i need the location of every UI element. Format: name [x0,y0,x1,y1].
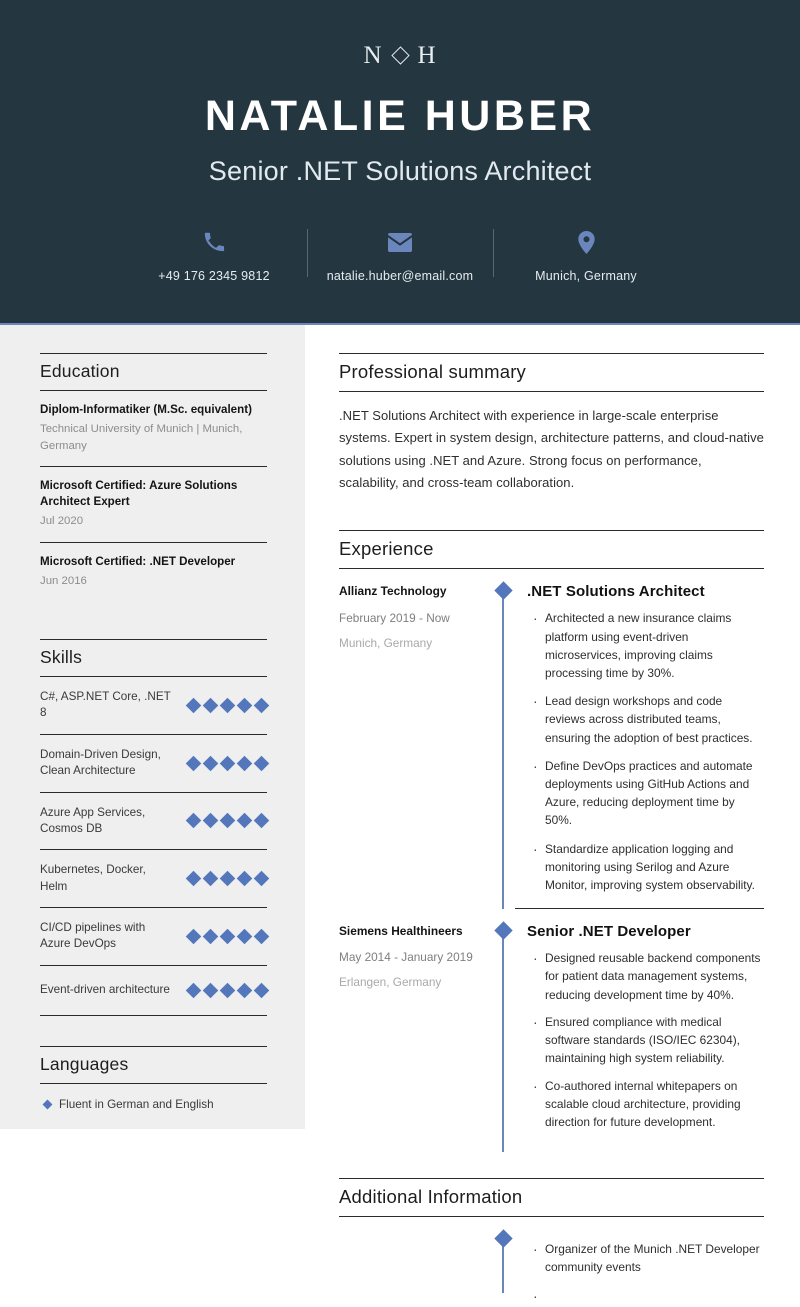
rating-diamond-icon [220,929,236,945]
spacer-summary-experience [339,494,764,530]
skill-name: Event-driven architecture [40,983,170,997]
rating-diamond-icon [203,983,219,999]
experience-bullets [527,609,764,894]
education-list [40,391,267,601]
section-heading-languages [40,1046,267,1084]
timeline-diamond-icon [494,922,512,940]
education-item [40,391,267,467]
experience-dates: February 2019 - Now [339,610,450,625]
timeline-rail [491,923,515,1152]
experience-bullet: · Architected a new insurance claims platform using event-driven microservices, improving claims processing time by 30%. [545,609,764,682]
spacer-experience-additional [339,1152,764,1178]
language-label: Fluent in German and English [59,1097,214,1111]
skill-row [40,735,267,793]
education-degree: Microsoft Certified: .NET Developer [40,554,236,568]
section-heading-additional [339,1178,764,1217]
timeline-rail [491,583,515,909]
skill-name: CI/CD pipelines with Azure DevOps [40,921,146,951]
additional-meta-spacer [339,1231,491,1293]
experience-company: Allianz Technology [339,584,447,599]
timeline-diamond-icon [494,582,512,600]
main-column [305,325,800,1275]
contact-email-value: natalie.huber@email.com [326,269,474,284]
experience-meta [339,583,491,909]
rating-diamond-icon [254,813,270,829]
experience-role: Senior .NET Developer [527,923,691,941]
sidebar-column [0,325,305,1129]
rating-diamond-icon [220,983,236,999]
bullet-diamond-icon [43,1099,53,1109]
additional-details [515,1231,764,1293]
skill-rating [188,931,267,942]
timeline-diamond-icon [494,1229,512,1247]
education-heading-label: Education [40,361,120,381]
skill-name: Domain-Driven Design, Clean Architecture [40,747,161,778]
candidate-job-title: Senior .NET Solutions Architect [208,156,592,187]
skill-rating [188,700,267,711]
additional-heading-label: Additional Information [339,1186,523,1208]
skill-row [40,677,267,735]
rating-diamond-icon [203,755,219,771]
spacer-skills-languages [40,1016,267,1046]
experience-company: Siemens Healthineers [339,924,463,939]
experience-item [339,909,764,1152]
languages-heading-label: Languages [40,1053,129,1074]
experience-bullet: · Lead design workshops and code reviews across distributed teams, ensuring the adoption of best practices. [545,692,764,747]
skill-row [40,793,267,851]
experience-bullet: · Define DevOps practices and automate deployments using GitHub Actions and Azure, reducing deployment time by 50%. [545,757,764,830]
education-item [40,543,267,602]
experience-location: Erlangen, Germany [339,975,442,990]
resume-header [0,0,800,325]
contact-phone-value: +49 176 2345 9812 [158,269,270,284]
education-meta: Technical University of Munich | Munich, Germany [40,422,243,452]
experience-bullet: · Co-authored internal whitepapers on scalable cloud architecture, providing direction for future development. [545,1077,764,1132]
spacer-education-skills [40,601,267,639]
monogram-initial-right: H [417,41,437,69]
rating-diamond-icon [254,698,270,714]
rating-diamond-icon [254,929,270,945]
rating-diamond-icon [220,755,236,771]
additional-bullets [527,1240,764,1276]
education-meta: Jul 2020 [40,515,84,528]
rating-diamond-icon [237,698,253,714]
additional-bullet: · Organizer of the Munich .NET Developer community events [545,1240,764,1276]
experience-bullet: · Designed reusable backend components for patient data management systems, reducing development time by 40%. [545,949,764,1004]
experience-role: .NET Solutions Architect [527,583,705,601]
section-heading-skills [40,639,267,677]
section-heading-summary [339,353,764,392]
contact-location[interactable] [494,227,679,283]
candidate-name: NATALIE HUBER [204,92,596,140]
skill-row [40,850,267,908]
education-degree: Microsoft Certified: Azure Solutions Architect Expert [40,479,238,509]
skill-rating [188,815,267,826]
skill-rating [188,873,267,884]
experience-details [515,583,764,909]
rating-diamond-icon [203,813,219,829]
experience-item [339,569,764,909]
rating-diamond-icon [237,871,253,887]
experience-details [515,923,764,1152]
rating-diamond-icon [186,755,202,771]
experience-location: Munich, Germany [339,635,433,650]
skills-list [40,677,267,1016]
skill-row [40,908,267,966]
rating-diamond-icon [254,755,270,771]
monogram-logo [0,38,800,72]
envelope-icon [387,227,413,257]
timeline-line [502,932,504,1152]
rating-diamond-icon [254,983,270,999]
skill-name: Kubernetes, Docker, Helm [40,863,146,893]
skill-name: Azure App Services, Cosmos DB [40,805,146,835]
rating-diamond-icon [203,698,219,714]
additional-item [339,1217,764,1293]
rating-diamond-icon [203,929,219,945]
experience-meta [339,923,491,1152]
rating-diamond-icon [186,929,202,945]
rating-diamond-icon [237,813,253,829]
skill-row [40,966,267,1016]
rating-diamond-icon [237,929,253,945]
language-row [40,1084,267,1111]
rating-diamond-icon [203,871,219,887]
education-item [40,467,267,543]
summary-text: .NET Solutions Architect with experience in large-scale enterprise systems. Expert in system design, architecture patterns, and cloud-native solutions using .NET and Azure. Strong focus on performance, scalability, and cross-team collaboration. [339,408,764,491]
contact-row [0,227,800,283]
education-degree: Diplom-Informatiker (M.Sc. equivalent) [40,403,252,416]
section-heading-education [40,353,267,391]
rating-diamond-icon [186,871,202,887]
phone-icon [203,227,225,257]
rating-diamond-icon [186,983,202,999]
languages-list [40,1084,267,1111]
rating-diamond-icon [237,983,253,999]
monogram-initial-left: N [363,41,383,69]
skill-rating [188,758,267,769]
contact-location-value: Munich, Germany [535,269,637,284]
skill-name: C#, ASP.NET Core, .NET 8 [40,690,171,720]
rating-diamond-icon [220,698,236,714]
experience-dates: May 2014 - January 2019 [339,950,473,965]
rating-diamond-icon [237,755,253,771]
experience-heading-label: Experience [339,538,434,560]
timeline-line [502,592,504,909]
contact-email[interactable] [308,227,493,283]
section-heading-experience [339,530,764,569]
timeline-rail [491,1231,515,1293]
diamond-outline-icon [391,46,409,64]
education-meta: Jun 2016 [40,574,87,587]
rating-diamond-icon [186,698,202,714]
location-pin-icon [577,227,596,257]
experience-bullet: · Standardize application logging and monitoring using Serilog and Azure Monitor, improving system observability. [545,840,764,895]
rating-diamond-icon [186,813,202,829]
resume-body [0,325,800,1275]
skill-rating [188,985,267,996]
rating-diamond-icon [254,871,270,887]
rating-diamond-icon [220,813,236,829]
experience-bullet: · Ensured compliance with medical software standards (ISO/IEC 62304), maintaining high system reliability. [545,1013,764,1068]
rating-diamond-icon [220,871,236,887]
skills-heading-label: Skills [40,647,83,668]
contact-phone[interactable] [122,227,307,283]
experience-bullets [527,949,764,1131]
summary-heading-label: Professional summary [339,361,527,382]
